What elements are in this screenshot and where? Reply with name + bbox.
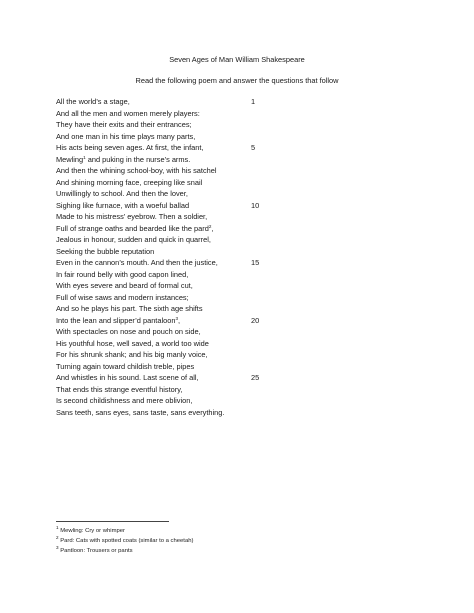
footnote-text: Pard: Cats with spotted coats (similar to a cheetah)	[58, 538, 194, 544]
footnote-text: Mewling: Cry or whimper	[58, 528, 126, 534]
poem-line	[56, 315, 306, 327]
poem-line-text: With spectacles on nose and pouch on side,	[56, 327, 201, 337]
instructions-text: Read the following poem and answer the questions that follow	[135, 76, 339, 85]
poem-line-text: Made to his mistress’ eyebrow. Then a soldier,	[56, 212, 208, 222]
poem-line-text: And whistles in his sound. Last scene of all,	[56, 373, 199, 383]
poem-line-text: Mewling	[56, 154, 84, 164]
poem-line-text: They have their exits and their entrances;	[56, 120, 192, 130]
footnote	[56, 536, 193, 546]
poem-line	[56, 177, 306, 189]
poem-line-text: And one man in his time plays many parts,	[56, 131, 196, 141]
poem-line-text: Full of wise saws and modern instances;	[56, 292, 189, 302]
poem-line	[56, 303, 306, 315]
footnote-marker: 3	[175, 315, 179, 321]
footnote-number: 1	[56, 525, 59, 530]
line-number: 1	[251, 97, 256, 106]
poem-line-text: Sighing like furnace, with a woeful ballad	[56, 200, 190, 210]
footnote	[56, 546, 193, 556]
poem-line	[56, 234, 306, 246]
footnotes-list	[56, 526, 193, 556]
poem-line	[56, 119, 306, 131]
poem-line	[56, 131, 306, 143]
poem-line-text: And all the men and women merely players:	[56, 108, 200, 118]
poem-line-text: And shining morning face, creeping like snail	[56, 177, 203, 187]
line-number: 5	[251, 143, 256, 153]
poem-line	[56, 108, 306, 120]
footnote-text: Pantloon: Trousers or pants	[58, 548, 133, 554]
line-number: 25	[251, 373, 260, 383]
poem-line	[56, 211, 306, 223]
poem-line-text: And so he plays his part. The sixth age shifts	[56, 304, 203, 314]
poem-line	[56, 223, 306, 235]
poem-line-text: In fair round belly with good capon lined,	[56, 269, 189, 279]
poem-line-text: That ends this strange eventful history,	[56, 384, 183, 394]
line-number: 10	[251, 200, 260, 210]
poem-line-text-continued: ,	[178, 315, 181, 325]
footnote-divider	[56, 521, 169, 522]
poem-line	[56, 188, 306, 200]
footnote-marker: 1	[83, 154, 86, 160]
footnote	[56, 526, 193, 536]
poem-line-text: Is second childishness and mere oblivion,	[56, 396, 193, 406]
footnote-number: 3	[56, 545, 59, 550]
document-title: Seven Ages of Man William Shakespeare	[169, 55, 305, 64]
poem-line-text: Into the lean and slipper’d pantaloon	[56, 315, 176, 325]
poem-line	[56, 407, 306, 419]
poem-line-text: For his shrunk shank; and his big manly voice,	[56, 350, 208, 360]
poem-line-text-continued: and puking in the nurse’s arms.	[85, 154, 191, 164]
poem-line	[56, 142, 306, 154]
poem-line-text: With eyes severe and beard of formal cut,	[56, 281, 193, 291]
poem-line	[56, 154, 306, 166]
poem-line-text: Jealous in honour, sudden and quick in quarrel,	[56, 235, 211, 245]
poem-line-text: Even in the cannon’s mouth. And then the justice,	[56, 258, 218, 268]
poem-line	[56, 200, 306, 212]
poem-line-text: Full of strange oaths and bearded like the pard	[56, 223, 209, 233]
poem-line	[56, 326, 306, 338]
poem-line-text: Turning again toward childish treble, pipes	[56, 361, 195, 371]
poem-line	[56, 246, 306, 258]
poem-line	[56, 384, 306, 396]
poem-line-text: Sans teeth, sans eyes, sans taste, sans everything.	[56, 407, 225, 417]
poem-line-text: His acts being seven ages. At first, the infant,	[56, 143, 204, 153]
poem-line-text: Seeking the bubble reputation	[56, 246, 155, 256]
line-number: 15	[251, 258, 260, 268]
line-number: 20	[251, 315, 260, 325]
poem-line-text: All the world’s a stage,	[56, 97, 130, 106]
poem-line	[56, 292, 306, 304]
poem-line-text: Unwillingly to school. And then the lover,	[56, 189, 188, 199]
poem-line	[56, 395, 306, 407]
poem-line	[56, 257, 306, 269]
poem-line-text-continued: ,	[211, 223, 214, 233]
poem-line	[56, 361, 306, 373]
footnote-number: 2	[56, 535, 59, 540]
poem-line	[56, 96, 306, 108]
poem-line	[56, 280, 306, 292]
poem-body	[56, 96, 306, 418]
poem-line	[56, 372, 306, 384]
poem-line	[56, 269, 306, 281]
poem-line	[56, 165, 306, 177]
footnote-marker: 2	[208, 223, 212, 229]
poem-line	[56, 349, 306, 361]
poem-line-text: His youthful hose, well saved, a world too wide	[56, 338, 209, 348]
poem-line	[56, 338, 306, 350]
poem-line-text: And then the whining school-boy, with his satchel	[56, 166, 217, 176]
